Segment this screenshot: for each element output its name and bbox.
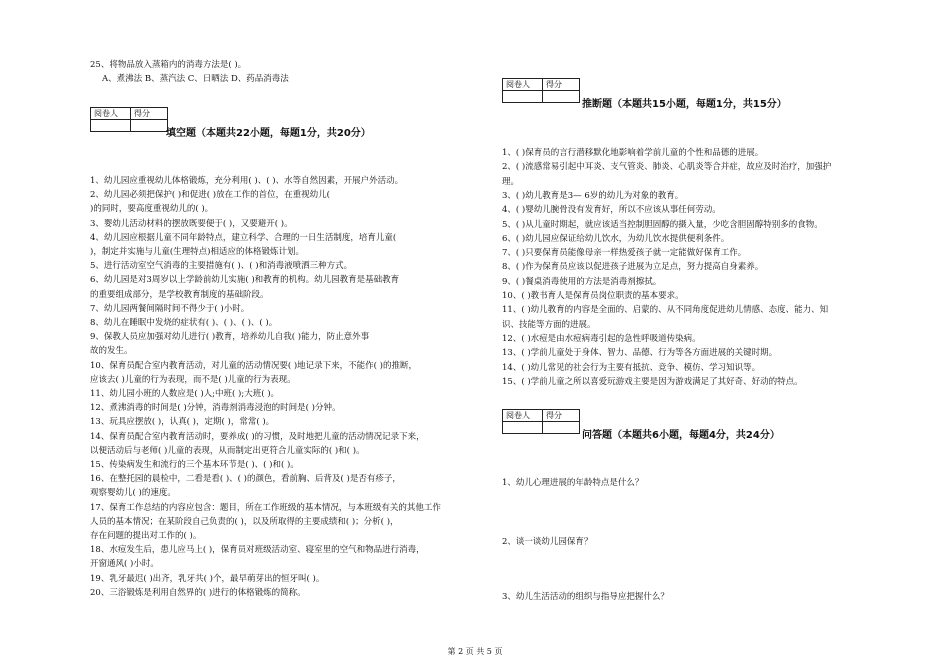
score-label: 得分 [543,79,580,91]
fill-blank-line: 13、玩具应摆放( )，认真( )，定期( )，常常( )。 [90,417,275,428]
reviewer-label: 阅卷人 [503,79,543,91]
reviewer-label: 阅卷人 [503,410,543,422]
judge-line: 理。 [502,176,520,187]
score-cell[interactable] [543,91,580,103]
judge-line: 9、( )餐桌消毒使用的方法是消毒剂擦拭。 [502,276,662,287]
fill-blank-line: 观察婴幼儿( )的速度。 [90,488,176,499]
judge-line: 14、( )幼儿常见的社会行为主要有抵抗、竞争、模仿、学习知识等。 [502,362,761,373]
section-title-fill-blank: 填空题（本题共22小题，每题1分，共20分） [166,128,371,139]
fill-blank-line: 10、保育员配合室内教育活动，对儿童的活动情况要( )地记录下来，不能作( )的推断， [90,360,417,371]
fill-blank-line: 存在问题的提出对工作的( )。 [90,531,202,541]
judge-line: 7、( )只要保育员能像母亲一样热爱孩子就一定能做好保育工作。 [502,248,747,259]
fill-blank-line: )，制定并实施与儿童(生理特点)相适应的体格锻炼计划。 [90,247,304,257]
fill-blank-line: 6、幼儿园是对3周岁以上学龄前幼儿实施( )和教育的机构。幼儿园教育是基础教育 [90,275,400,286]
reviewer-cell[interactable] [503,422,543,434]
judge-line: 2、( )流感常易引起中耳炎、支气管炎、肺炎、心肌炎等合并症，故应及时治疗，加强护 [502,162,832,173]
score-cell[interactable] [543,422,580,434]
score-cell[interactable] [131,120,168,132]
qa-question-3: 3、幼儿生活活动的组织与指导应把握什么？ [502,592,669,602]
score-label: 得分 [543,410,580,422]
qa-question-1: 1、幼儿心理进展的年龄特点是什么？ [502,478,644,488]
section-title-qa: 问答题（本题共6小题，每题4分，共24分） [582,430,780,441]
reviewer-cell[interactable] [91,120,131,132]
judge-line: 13、( )学前儿童处于身体、智力、品德、行为等各方面进展的关键时期。 [502,348,778,359]
fill-blank-line: 开窗通风( )小时。 [90,559,159,570]
qa-question-2: 2、谈一谈幼儿园保育？ [502,537,593,547]
question-25: 25、将物品放入蒸箱内的消毒方法是( )。 [90,60,247,70]
fill-blank-line: 1、幼儿园应重视幼儿体格锻炼，充分利用( )、( )、水等自然因素，开展户外活动。 [90,176,404,186]
judge-line: 15、( )学前儿童之所以喜爱玩游戏主要是因为游戏满足了其好奇、好动的特点。 [502,376,803,387]
judge-line: 3、( )幼儿教育是3— 6岁的幼儿为对象的教育。 [502,190,684,201]
section-title-judge: 推断题（本题共15小题，每题1分，共15分） [582,99,787,110]
judge-line: 4、( )婴幼儿腕骨没有发育好，所以不应该从事任何劳动。 [502,205,721,216]
fill-blank-line: 16、在整托园的晨检中，二看是看( )、( )的颜色，看前胸、后背及( )是否有疹子， [90,474,401,485]
judge-line: 识、技能等方面的进展。 [502,319,596,330]
judge-line: 5、( )从儿童时期起，就应该适当控制胆固醇的摄入量，少吃含胆固醇特别多的食物。 [502,219,823,230]
fill-blank-line: 11、幼儿园小班的人数应是( )人;中班( );大班( )。 [90,389,280,399]
judge-line: 8、( )作为保育员应该以促进孩子进展为立足点，努力提高自身素养。 [502,262,764,273]
fill-blank-line: 2、幼儿园必须把保护( )和促进( )放在工作的首位，在重视幼儿( [90,190,330,201]
fill-blank-line: 以便活动后与老师( )儿童的表现，从而制定出更符合儿童实际的( )和( )。 [90,445,365,456]
judge-line: 10、( )教书育人是保育员岗位职责的基本要求。 [502,291,684,301]
fill-blank-line: 故的发生。 [90,346,133,357]
fill-blank-line: 20、三浴锻炼是利用自然界的( )进行的体格锻炼的简称。 [90,587,306,598]
fill-blank-line: 14、保育员配合室内教育活动时，要养成( )的习惯，及时地把儿童的活动情况记录下来， [90,431,425,442]
page-footer: 第 2 页 共 5 页 [447,647,503,656]
judge-line: 1、( )保育员的言行潜移默化地影响着学前儿童的个性和品德的进展。 [502,148,764,158]
fill-blank-line: 9、保教人员应加强对幼儿进行( )教育，培养幼儿自我( )能力，防止意外事 [90,332,370,343]
score-box-judge [502,78,580,103]
judge-line: 6、( )幼儿园应保证给幼儿饮水，为幼儿饮水提供便利条件。 [502,233,730,244]
fill-blank-line: 5、进行活动室空气消毒的主要措施有( )、( )和消毒液喷洒三种方式。 [90,261,353,272]
fill-blank-line: 的重要组成部分，是学校教育制度的基础阶段。 [90,289,269,300]
score-box-fill [90,107,168,132]
fill-blank-line: )的同时，要高度重视幼儿的( )。 [90,204,214,215]
fill-blank-line: 人员的基本情况；在某阶段自己负责的( )，以及所取得的主要成绩和( )；分析( )， [90,516,399,527]
fill-blank-line: 12、煮沸消毒的时间是( )分钟，消毒剂消毒浸泡的时间是( )分钟。 [90,403,341,414]
fill-blank-line: 7、幼儿园两餐间隔时间不得少于( )小时。 [90,303,250,314]
fill-blank-line: 8、幼儿在睡眠中发烧的症状有( )、( )、( )、( )。 [90,318,278,328]
fill-blank-line: 3、婴幼儿活动材料的摆放既要便于( )，又要避开( )。 [90,218,293,229]
fill-blank-line: 15、传染病发生和流行的三个基本环节是( )、( )和( )。 [90,460,299,470]
score-box-qa [502,409,580,434]
fill-blank-line: 17、保育工作总结的内容应包含：题目，所在工作班级的基本情况，与本班级有关的其他工作 [90,502,441,513]
judge-line: 12、( )水痘是由水痘病毒引起的急性呼吸道传染病。 [502,333,701,344]
score-label: 得分 [131,108,168,120]
reviewer-cell[interactable] [503,91,543,103]
fill-blank-line: 4、幼儿园应根据儿童不同年龄特点，建立科学、合理的一日生活制度，培育儿童( [90,232,397,243]
judge-line: 11、( )幼儿教育的内容是全面的、启蒙的、从不同角度促进幼儿情感、态度、能力、知 [502,305,829,316]
fill-blank-line: 19、乳牙最迟( )出齐，乳牙共( )个，最早萌芽出的恒牙叫( )。 [90,573,325,584]
fill-blank-line: 18、水痘发生后，患儿应马上( )，保育员对班级活动室、寝室里的空气和物品进行消毒， [90,545,425,556]
fill-blank-line: 应该去( )儿童的行为表现，而不是( )儿童的行为表现。 [90,374,296,385]
question-25-options: A、煮沸法 B、蒸汽法 C、日晒法 D、药品消毒法 [102,74,289,84]
reviewer-label: 阅卷人 [91,108,131,120]
